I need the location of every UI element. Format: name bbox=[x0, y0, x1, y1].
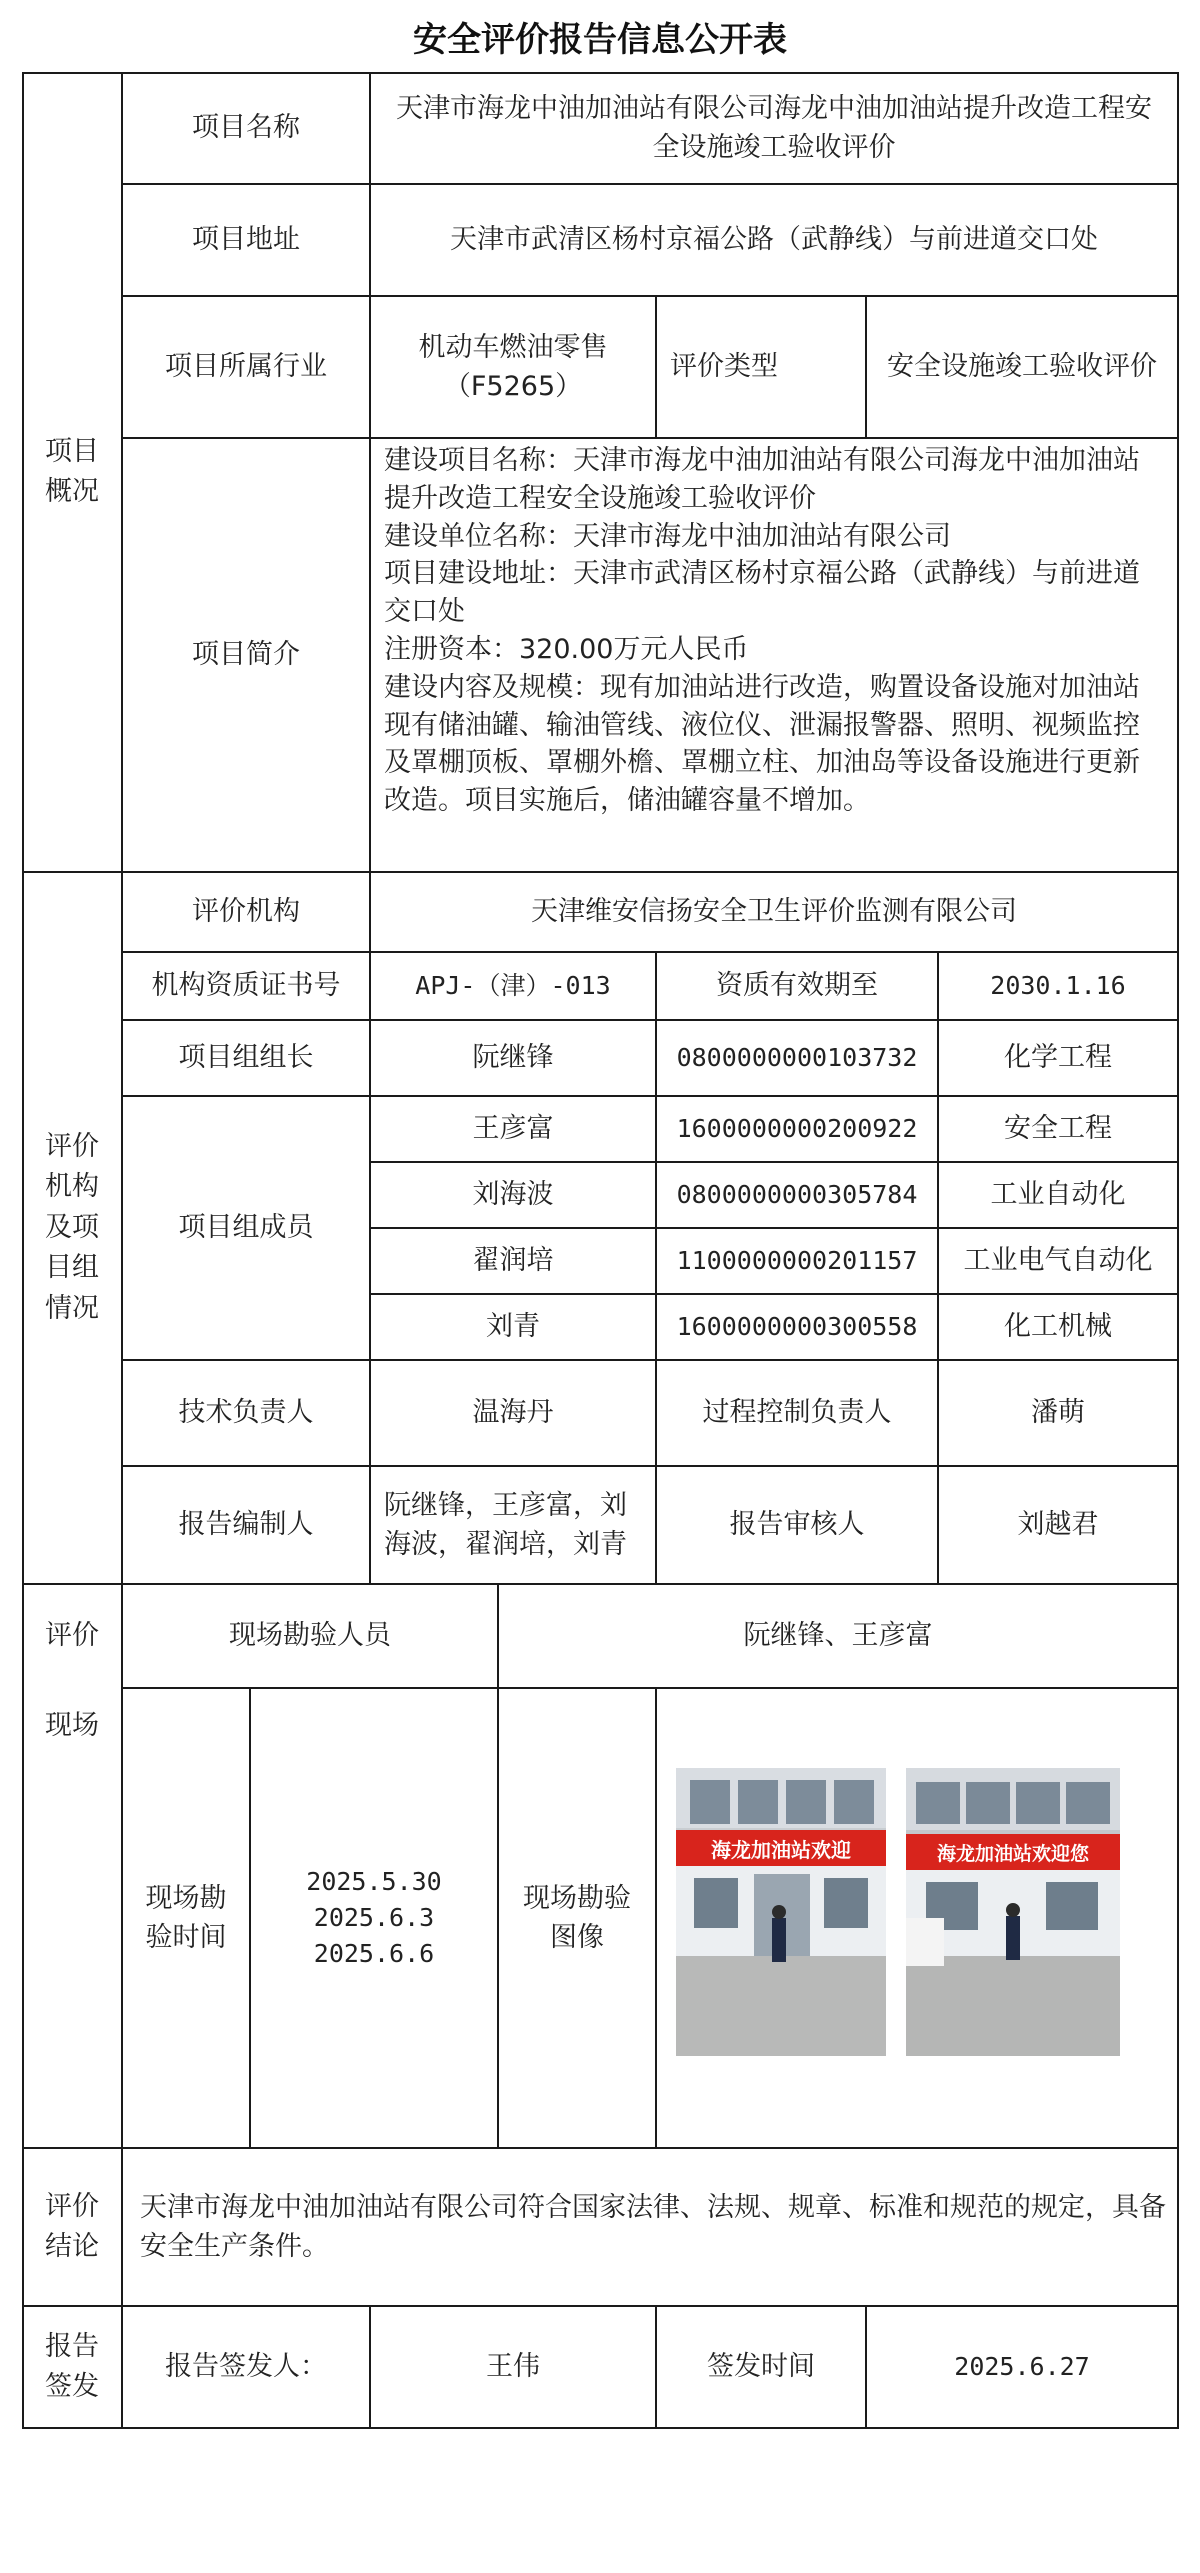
table-border bbox=[122, 951, 1179, 953]
table-border bbox=[655, 2306, 657, 2428]
member-id: 1100000000201157 bbox=[676, 1245, 918, 1275]
site-date: 2025.5.30 bbox=[306, 1866, 442, 1896]
valid-value: 2030.1.16 bbox=[990, 970, 1126, 1000]
conclusion-text: 天津市海龙中油加油站有限公司符合国家法律、法规、规章、标准和规范的规定，具备安全生产条件。 bbox=[140, 2191, 1166, 2262]
photo-sign-text: 海龙加油站欢迎您 bbox=[936, 1842, 1089, 1865]
issue-date-label: 签发时间 bbox=[707, 2351, 815, 2383]
issue-date-value: 2025.6.27 bbox=[954, 2351, 1090, 2381]
site-photo-image bbox=[676, 1768, 886, 2056]
site-section-label-1: 评价 bbox=[45, 1620, 99, 1652]
table-border bbox=[22, 72, 24, 2429]
member-id: 1600000000200922 bbox=[676, 1113, 918, 1143]
table-border bbox=[121, 872, 123, 1585]
table-border bbox=[370, 1161, 1179, 1163]
table-border bbox=[122, 1095, 1179, 1097]
cert-value: APJ-（津）-013 bbox=[415, 970, 611, 1000]
org-value: 天津维安信扬安全卫生评价监测有限公司 bbox=[531, 896, 1017, 928]
table-border bbox=[497, 1688, 499, 2148]
process-lead-value: 潘萌 bbox=[1031, 1397, 1085, 1429]
table-border bbox=[122, 183, 1179, 185]
table-border bbox=[1177, 72, 1179, 2429]
table-border bbox=[865, 296, 867, 438]
project-address-value: 天津市武清区杨村京福公路（武静线）与前进道交口处 bbox=[450, 224, 1098, 256]
table-border bbox=[22, 871, 1179, 873]
leader-id: 0800000000103732 bbox=[676, 1042, 918, 1072]
table-border bbox=[655, 296, 657, 438]
site-date: 2025.6.3 bbox=[313, 1902, 435, 1932]
project-intro-label: 项目简介 bbox=[192, 639, 300, 671]
overview-section-label-line: 概况 bbox=[45, 476, 99, 507]
leader-name: 阮继锋 bbox=[472, 1042, 554, 1074]
table-border bbox=[369, 72, 371, 873]
eval-type-value: 安全设施竣工验收评价 bbox=[887, 351, 1157, 383]
valid-label: 资质有效期至 bbox=[716, 970, 878, 1002]
member-major: 化工机械 bbox=[1004, 1311, 1112, 1343]
project-intro-text bbox=[370, 438, 1178, 872]
table-border bbox=[122, 1465, 1179, 1467]
conclusion-section-label-line: 评价 bbox=[45, 2190, 99, 2222]
issue-section-label bbox=[22, 2306, 122, 2428]
intro-line: 建设内容及规模：现有加油站进行改造，购置设备设施对加油站现有储油罐、输油管线、液位仪、泄漏报警器、照明、视频监控及罩棚顶板、罩棚外檐、罩棚立柱、加油岛等设备设施进行更新改造。项目实施后，储油罐容量不增加。 bbox=[384, 671, 1140, 817]
institution-section-label-line: 情况 bbox=[45, 1292, 99, 1324]
site-photo bbox=[676, 1768, 886, 2056]
members-label: 项目组成员 bbox=[178, 1212, 314, 1244]
table-border bbox=[22, 72, 1179, 74]
photo-sign-text: 海龙加油站欢迎 bbox=[711, 1837, 851, 1862]
signer-label: 报告签发人： bbox=[165, 2351, 327, 2383]
site-staff-value: 阮继锋、王彦富 bbox=[743, 1620, 933, 1652]
site-date: 2025.6.6 bbox=[313, 1939, 435, 1969]
table-border bbox=[497, 1584, 499, 1688]
tech-lead-value: 温海丹 bbox=[472, 1397, 554, 1429]
table-border bbox=[655, 1688, 657, 2148]
member-name: 王彦富 bbox=[472, 1113, 554, 1145]
table-border bbox=[121, 1584, 123, 2148]
member-major: 工业电气自动化 bbox=[963, 1245, 1153, 1277]
table-border bbox=[122, 1019, 1179, 1021]
site-staff-label: 现场勘验人员 bbox=[229, 1620, 391, 1652]
leader-major: 化学工程 bbox=[1004, 1042, 1112, 1074]
intro-line: 建设项目名称：天津市海龙中油加油站有限公司海龙中油加油站提升改造工程安全设施竣工验收评价 bbox=[384, 445, 1140, 514]
reviewer-label: 报告审核人 bbox=[729, 1509, 865, 1541]
industry-value: 机动车燃油零售（F5265） bbox=[418, 331, 608, 402]
table-border bbox=[22, 2427, 1179, 2429]
cert-label: 机构资质证书号 bbox=[151, 970, 341, 1002]
author-value: 阮继锋，王彦富，刘海波，翟润培，刘青 bbox=[384, 1489, 627, 1560]
leader-label: 项目组组长 bbox=[178, 1042, 314, 1074]
table-border bbox=[121, 2306, 123, 2428]
overview-section-label bbox=[22, 72, 122, 872]
institution-section-label-line: 评价 bbox=[45, 1130, 99, 1162]
site-time-label: 现场勘验时间 bbox=[145, 1882, 227, 1953]
issue-section-label-line: 报告 bbox=[45, 2330, 99, 2362]
page-title: 安全评价报告信息公开表 bbox=[413, 19, 787, 60]
table-border bbox=[370, 1293, 1179, 1295]
table-border bbox=[121, 2148, 123, 2306]
conclusion-section-label bbox=[22, 2148, 122, 2306]
institution-section-label-line: 及项 bbox=[45, 1211, 99, 1243]
table-border bbox=[122, 437, 1179, 439]
site-photo bbox=[906, 1768, 1120, 2056]
member-id: 0800000000305784 bbox=[676, 1179, 918, 1209]
table-border bbox=[122, 295, 1179, 297]
author-label: 报告编制人 bbox=[178, 1509, 314, 1541]
table-border bbox=[865, 2306, 867, 2428]
intro-line: 建设单位名称：天津市海龙中油加油站有限公司 bbox=[384, 520, 951, 552]
member-id: 1600000000300558 bbox=[676, 1311, 918, 1341]
org-label: 评价机构 bbox=[192, 896, 300, 928]
table-border bbox=[122, 1687, 1179, 1689]
industry-label: 项目所属行业 bbox=[165, 351, 327, 383]
institution-section-label-line: 目组 bbox=[45, 1252, 99, 1284]
member-name: 翟润培 bbox=[472, 1245, 554, 1277]
site-image-label: 现场勘验图像 bbox=[523, 1882, 631, 1953]
table-border bbox=[369, 2306, 371, 2428]
member-name: 刘青 bbox=[486, 1311, 540, 1343]
table-border bbox=[22, 1583, 1179, 1585]
intro-line: 项目建设地址：天津市武清区杨村京福公路（武静线）与前进道交口处 bbox=[384, 558, 1140, 628]
tech-lead-label: 技术负责人 bbox=[178, 1397, 314, 1429]
project-name-label: 项目名称 bbox=[192, 112, 300, 144]
issue-section-label-line: 签发 bbox=[45, 2371, 99, 2402]
member-major: 工业自动化 bbox=[990, 1179, 1126, 1211]
institution-section-label-line: 机构 bbox=[45, 1171, 99, 1203]
process-lead-label: 过程控制负责人 bbox=[702, 1397, 892, 1429]
table-border bbox=[370, 1227, 1179, 1229]
site-dates bbox=[250, 1688, 498, 2148]
table-border bbox=[655, 951, 657, 1585]
overview-section-label-line: 项目 bbox=[45, 435, 99, 467]
table-border bbox=[122, 1359, 1179, 1361]
table-border bbox=[22, 2305, 1179, 2307]
intro-line: 注册资本：320.00万元人民币 bbox=[384, 633, 749, 665]
eval-type-label: 评价类型 bbox=[670, 351, 778, 383]
member-major: 安全工程 bbox=[1004, 1113, 1112, 1145]
site-section-label-2: 现场 bbox=[45, 1710, 99, 1741]
table-border bbox=[22, 2147, 1179, 2149]
reviewer-value: 刘越君 bbox=[1017, 1509, 1099, 1541]
project-address-label: 项目地址 bbox=[192, 224, 300, 256]
member-name: 刘海波 bbox=[472, 1179, 554, 1211]
conclusion-section-label-line: 结论 bbox=[45, 2231, 99, 2262]
table-border bbox=[249, 1688, 251, 2148]
institution-section-label bbox=[22, 872, 122, 1584]
signer-value: 王伟 bbox=[486, 2351, 540, 2383]
site-photo-image bbox=[906, 1768, 1120, 2056]
table-border bbox=[937, 951, 939, 1585]
project-name-value: 天津市海龙中油加油站有限公司海龙中油加油站提升改造工程安全设施竣工验收评价 bbox=[396, 92, 1152, 163]
table-border bbox=[121, 72, 123, 873]
